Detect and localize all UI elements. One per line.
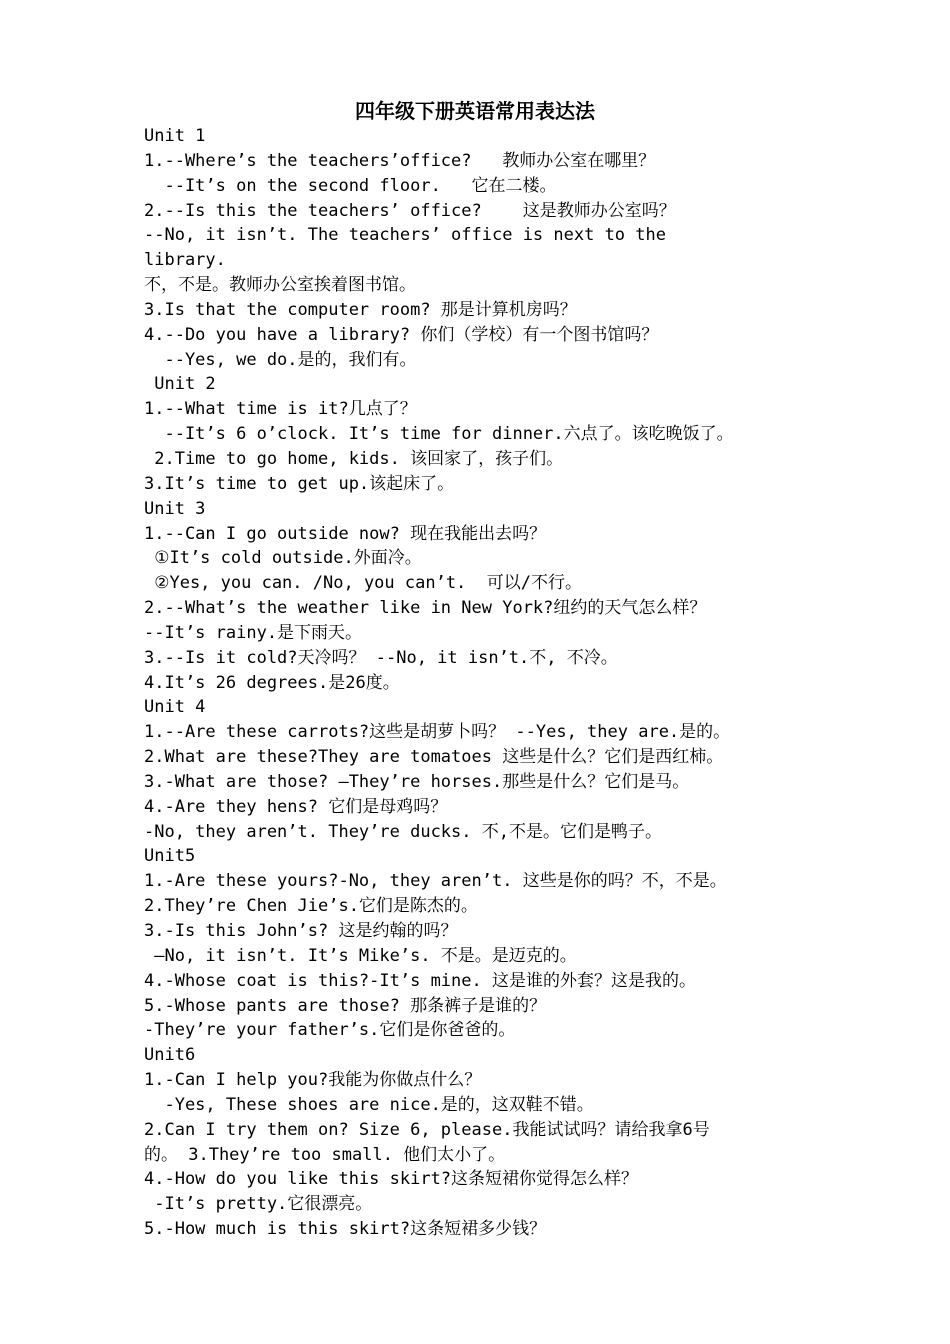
text-line: 2.--Is this the teachers’ office? 这是教师办公室吗？ [144, 200, 676, 221]
text-line: --It’s on the second floor. 它在二楼。 [144, 175, 557, 196]
text-line: 1.-Are these yours?-No, they aren’t. 这些是你的吗？不，不是。 [144, 871, 727, 892]
text-line: 3.It’s time to get up.该起床了。 [144, 473, 455, 494]
text-line: 5.-Whose pants are those? 那条裤子是谁的？ [144, 995, 547, 1016]
text-line: -No, they aren’t. They’re ducks. 不,不是。它们是鸭子。 [144, 821, 662, 842]
text-line: 2.They’re Chen Jie’s.它们是陈杰的。 [144, 896, 478, 917]
text-line: Unit5 [144, 846, 196, 867]
text-line: --Yes, we do.是的，我们有。 [144, 349, 417, 370]
text-line: 1.--Can I go outside now? 现在我能出去吗？ [144, 523, 547, 544]
text-line: 3.-Is this John’s? 这是约翰的吗？ [144, 921, 458, 941]
text-line: 4.It’s 26 degrees.是26度。 [144, 672, 400, 693]
text-line: 3.Is that the computer room? 那是计算机房吗？ [144, 299, 577, 320]
text-line: 4.-How do you like this skirt?这条短裙你觉得怎么样？ [144, 1169, 639, 1190]
text-line: 4.-Whose coat is this?-It’s mine. 这是谁的外套？这是我的。 [144, 970, 696, 991]
text-line: Unit 1 [144, 126, 206, 146]
text-line: 3.--Is it cold?天冷吗？ --No, it isn’t.不, 不冷。 [144, 647, 618, 668]
text-line: 1.-Can I help you?我能为你做点什么？ [144, 1070, 482, 1091]
text-line: Unit6 [144, 1045, 196, 1066]
text-line: –No, it isn’t. It’s Mike’s. 不是。是迈克的。 [144, 945, 577, 966]
text-line: ②Yes, you can. /No, you can’t. 可以/不行。 [144, 573, 582, 594]
text-line: ①It’s cold outside.外面冷。 [144, 548, 422, 569]
text-line: -Yes, These shoes are nice.是的，这双鞋不错。 [144, 1094, 594, 1115]
text-line: 4.-Are they hens? 它们是母鸡吗？ [144, 796, 448, 817]
text-line: 2.Can I try them on? Size 6, please.我能试试吗？请给我拿6号 [144, 1119, 710, 1140]
text-line: Unit 3 [144, 498, 206, 519]
text-line: 的。 3.They’re too small. 他们太小了。 [144, 1144, 506, 1165]
text-line: 1.--Where’s the teachers’office? 教师办公室在哪里？ [144, 150, 656, 171]
text-line: Unit 4 [144, 697, 206, 718]
text-line: 2.What are these?They are tomatoes 这些是什么？它们是西红柿。 [144, 747, 724, 768]
text-line: library. [144, 250, 226, 271]
text-line: --It’s 6 o’clock. It’s time for dinner.六点了。该吃晚饭了。 [144, 424, 734, 445]
document-title: 四年级下册英语常用表达法 [355, 99, 595, 123]
text-line: 1.--What time is it?几点了？ [144, 399, 417, 420]
text-line: 2.Time to go home, kids. 该回家了，孩子们。 [144, 448, 564, 469]
text-line: 5.-How much is this skirt?这条短裙多少钱？ [144, 1219, 547, 1240]
text-line: -It’s pretty.它很漂亮。 [144, 1194, 373, 1215]
text-line: Unit 2 [144, 374, 216, 395]
text-line: 1.--Are these carrots?这些是胡萝卜吗？ --Yes, they are.是的。 [144, 722, 731, 743]
text-line: --It’s rainy.是下雨天。 [144, 622, 363, 643]
text-line: 不，不是。教师办公室挨着图书馆。 [144, 275, 416, 296]
text-line: 4.--Do you have a library? 你们（学校）有一个图书馆吗？ [144, 324, 659, 345]
document-body [144, 124, 844, 1242]
text-line: 2.--What’s the weather like in New York?纽约的天气怎么样？ [144, 598, 707, 619]
text-line: -They’re your father’s.它们是你爸爸的。 [144, 1020, 516, 1041]
text-line: 3.-What are those? –They’re horses.那些是什么？它们是马。 [144, 771, 690, 792]
text-line: --No, it isn’t. The teachers’ office is next to the [144, 225, 666, 246]
